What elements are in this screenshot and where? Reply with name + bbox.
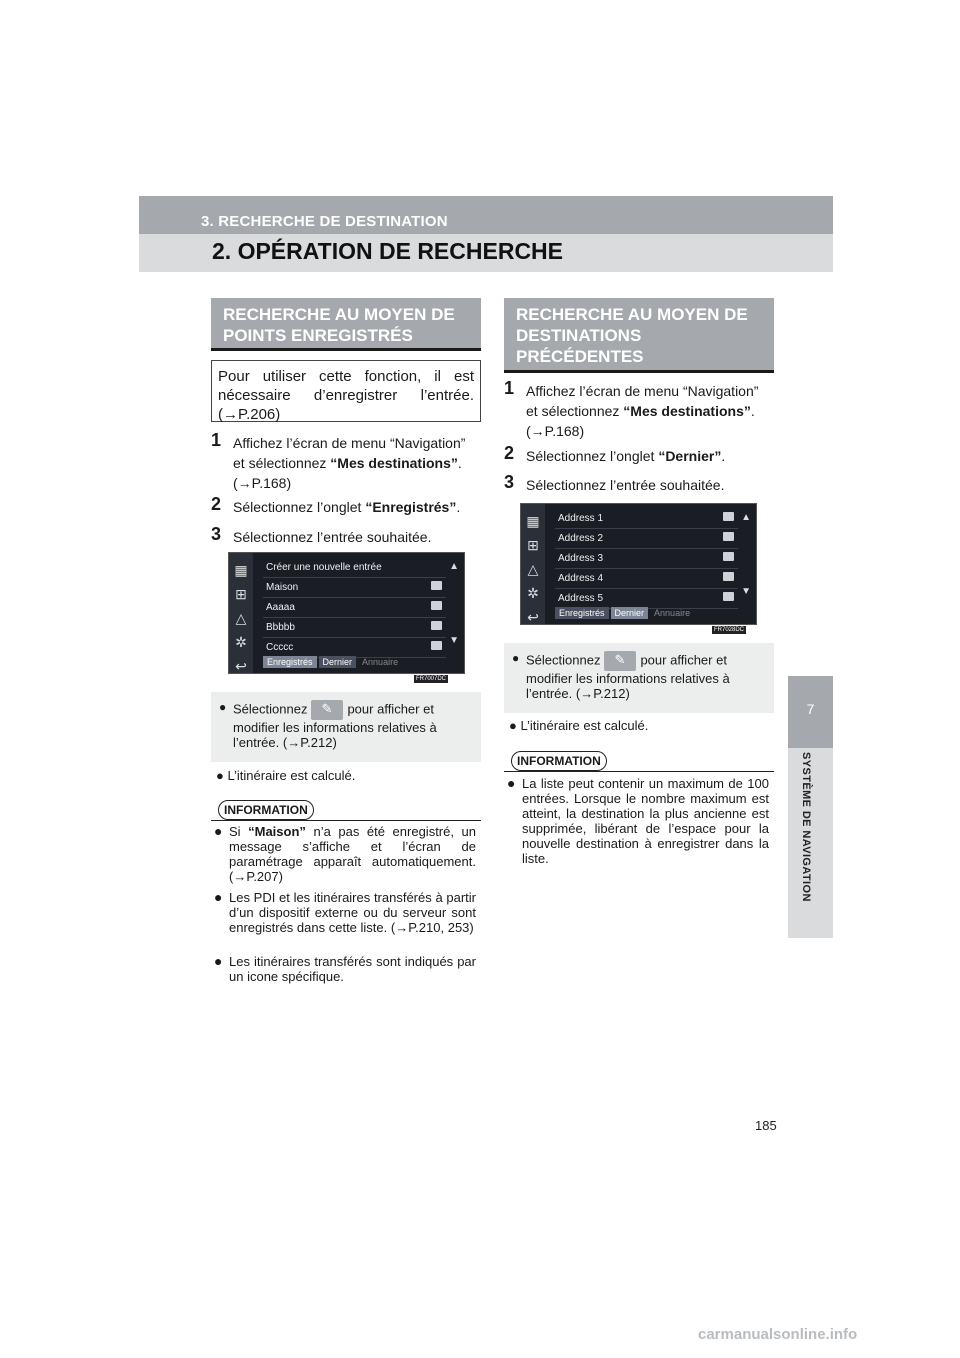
list-item: Bbbbb [263,618,446,638]
route-icon: △ [527,561,539,577]
step-number: 2 [211,494,222,514]
map-icon: ▦ [526,513,540,529]
edit-icon [723,532,734,541]
step-text: et sélectionnez [233,455,331,471]
bullet-icon: ● [216,768,224,783]
watermark: carmanualsonline.info [698,1326,858,1343]
step-text: . [456,499,461,515]
edit-icon [723,572,734,581]
edit-icon [431,581,442,590]
edit-icon [431,601,442,610]
tip-text: pour afficher et [347,701,434,717]
scroll-up-icon: ▲ [741,512,751,523]
screen-sidebar [521,504,545,624]
screen-tabs [263,656,404,669]
page-number: 185 [755,1118,777,1133]
information-label: INFORMATION [218,800,314,820]
section-heading-line: PRÉCÉDENTES [516,347,644,366]
edit-icon [604,651,636,671]
list-item: Maison [263,578,446,598]
chapter-side-label: SYSTÈME DE NAVIGATION [800,752,812,902]
page-title: 2. OPÉRATION DE RECHERCHE [212,238,564,264]
list-item: Ccccc [263,638,446,658]
screen-tabs [555,607,696,620]
map-icon: ▦ [234,562,248,578]
bullet-icon: ● [214,889,223,905]
back-icon: ↩ [235,658,247,674]
step-3 [211,524,481,547]
edit-icon [723,512,734,521]
section-heading-saved [211,298,481,348]
step-text: Affichez l’écran de menu “Navigation” [233,435,466,451]
step-text: Affichez l’écran de menu “Navigation” [526,383,759,399]
chapter-number: 7 [806,701,815,717]
step-text: Sélectionnez l’onglet [233,499,366,515]
settings-icon: ✲ [527,585,539,601]
result-bullet: ● L’itinéraire est calculé. [216,768,356,783]
list-item: Address 4 [555,569,738,589]
bullet-icon: ● [214,823,223,839]
edit-icon [431,621,442,630]
menu-item-ref: “Mes destinations” [330,455,458,471]
tab-ref: “Dernier” [658,448,722,464]
tip-text: l’entrée. (→P.212) [233,735,337,750]
section-rule [211,348,481,351]
list-item: Aaaaa [263,598,446,618]
edit-icon [431,641,442,650]
info-item: ● Si “Maison” n’a pas été enregistré, un message s’affiche et l’écran de paramétrage apparaît automatiquement. (→P.207) [214,823,476,884]
result-bullet: ● L’itinéraire est calculé. [509,718,649,733]
tip-text: l’entrée. (→P.212) [526,686,630,701]
step-text: Sélectionnez l’entrée souhaitée. [233,529,432,545]
list-item: Address 3 [555,549,738,569]
tip-text: modifier les informations relatives à [526,671,730,686]
screen-sidebar [229,553,253,673]
step-text: . [721,448,726,464]
step-text: Sélectionnez l’entrée souhaitée. [526,477,725,493]
step-number: 3 [211,524,222,544]
bullet-icon: ● [507,775,516,791]
step-2 [211,494,481,517]
step-text: . [457,455,462,471]
tip-box [211,692,481,762]
tip-text: pour afficher et [640,652,727,668]
bullet-icon: ● [509,718,517,733]
bullet-icon: ● [512,651,520,665]
list-item: Address 1 [555,509,738,529]
step-1 [211,430,481,493]
edit-icon [723,592,734,601]
page-reference: (→P.168) [526,423,585,439]
destination-icon: ⊞ [235,586,247,602]
chapter-title: 3. RECHERCHE DE DESTINATION [201,213,448,230]
step-text: Sélectionnez l’onglet [526,448,659,464]
section-heading-line: RECHERCHE AU MOYEN DE [516,305,748,324]
tab-saved: Enregistrés [263,656,317,668]
step-number: 1 [504,378,515,398]
figure-code: FR7028DC [714,627,745,633]
step-1 [504,378,774,441]
page-reference: (→P.168) [233,475,292,491]
section-heading-recent [504,298,774,370]
tab-address-book: Annuaire [362,657,399,667]
tab-ref: “Enregistrés” [365,499,457,515]
information-rule [211,820,481,821]
step-number: 1 [211,430,222,450]
tip-text: Sélectionnez [233,701,308,717]
scroll-up-icon: ▲ [449,561,459,572]
bullet-icon: ● [214,953,223,969]
step-text: . [750,403,755,419]
figure-code: FR7007DC [416,676,447,682]
route-icon: △ [235,610,247,626]
chapter-tab [788,676,833,748]
info-item: ● Les itinéraires transférés sont indiqués par un icone spécifique. [214,953,476,984]
step-number: 3 [504,472,515,492]
nav-screenshot-saved [228,552,465,674]
list-item: Address 2 [555,529,738,549]
list-item: Address 5 [555,589,738,609]
tip-text: modifier les informations relatives à [233,720,437,735]
information-rule [504,771,774,772]
section-heading-line: DESTINATIONS [516,326,642,345]
edit-icon [311,700,343,720]
section-rule [504,370,774,373]
scroll-down-icon: ▼ [449,635,459,646]
step-number: 2 [504,443,515,463]
step-3 [504,472,774,495]
menu-item-ref: “Mes destinations” [623,403,751,419]
tab-recent: Dernier [611,607,649,619]
scroll-down-icon: ▼ [741,586,751,597]
tab-saved: Enregistrés [555,607,609,619]
info-item: ● Les PDI et les itinéraires transférés à partir d’un dispositif externe ou du serveur sont enregistrés dans cette liste. (→P.210, 253) [214,889,476,935]
tab-address-book: Annuaire [654,608,691,618]
information-label: INFORMATION [511,751,607,771]
step-text: et sélectionnez [526,403,624,419]
tip-box [504,643,774,713]
bullet-icon: ● [219,700,227,714]
back-icon: ↩ [527,609,539,625]
destination-icon: ⊞ [527,537,539,553]
section-heading-line: RECHERCHE AU MOYEN DE [223,305,455,324]
info-item: ● La liste peut contenir un maximum de 100 entrées. Lorsque le nombre maximum est atteint, la destination la plus ancienne est supprimée, libérant de l’espace pour la nouvelle destination à enregistrer dans la liste. [507,775,769,866]
section-heading-line: POINTS ENREGISTRÉS [223,326,413,345]
list-item: Créer une nouvelle entrée [263,558,446,578]
note-box: Pour utiliser cette fonction, il est nécessaire d’enregistrer l’entrée. (→P.206) [211,360,481,422]
tip-text: Sélectionnez [526,652,601,668]
edit-icon [723,552,734,561]
nav-screenshot-recent [520,503,757,625]
step-2 [504,443,774,466]
settings-icon: ✲ [235,634,247,650]
tab-recent: Dernier [319,656,357,668]
